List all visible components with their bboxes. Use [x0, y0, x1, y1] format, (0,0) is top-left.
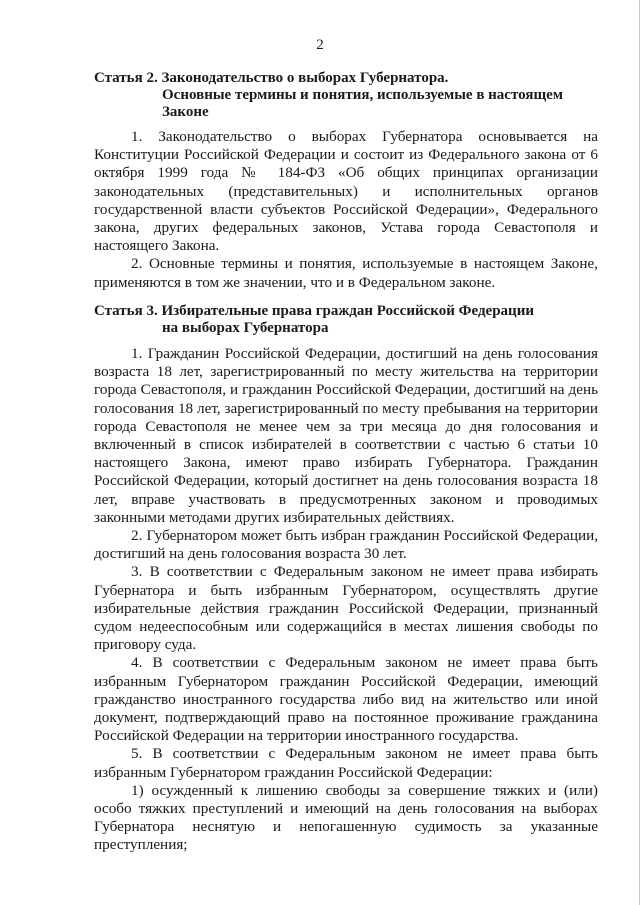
article-3-paragraph-5: 5. В соответствии с Федеральным законом не имеет права быть избранным Губернатором гражданин Российской Федерации:	[94, 745, 598, 781]
article-3-paragraph-5-item-1: 1) осужденный к лишению свободы за совершение тяжких и (или) особо тяжких преступлений и имеющий на день голосования на выборах Губернатора неснятую и непогашенную судимость за указанные преступления;	[94, 781, 598, 854]
article-3-paragraph-3: 3. В соответствии с Федеральным законом не имеет права избирать Губернатора и быть избранным Губернатором, осуществлять другие избирательные действия гражданин Российской Федерации, признанный судом недееспособным или содержащийся в местах лишения свободы по приговору суда.	[94, 563, 598, 654]
article-3-paragraph-4: 4. В соответствии с Федеральным законом не имеет права быть избранным Губернатором гражданин Российской Федерации, имеющий гражданство иностранного государства либо вид на жительство или иной документ, подтверждающий право на постоянное проживание гражданина Российской Федерации на территории иностранного государства.	[94, 654, 598, 745]
article-2-heading-line-1: Статья 2. Законодательство о выборах Губернатора.	[94, 70, 449, 86]
article-2-heading	[94, 70, 598, 121]
article-2-body	[94, 128, 598, 292]
article-3-heading-line-2: на выборах Губернатора	[162, 320, 329, 336]
article-3-heading	[94, 303, 598, 337]
article-2-paragraph-2: 2. Основные термины и понятия, используемые в настоящем Законе, применяются в том же значении, что и в Федеральном законе.	[94, 255, 598, 291]
page-number: 2	[316, 37, 324, 53]
article-2-paragraph-1: 1. Законодательство о выборах Губернатора основывается на Конституции Российской Федерации и состоит из Федерального закона от 6 октября 1999 года № 184-ФЗ «Об общих принципах организации законодательных (представительных) и исполнительных органов государственной власти субъектов Российской Федерации», Федерального закона, других федеральных законов, Устава города Севастополя и настоящего Закона.	[94, 128, 598, 255]
article-3-body	[94, 345, 598, 855]
article-3-paragraph-1: 1. Гражданин Российской Федерации, достигший на день голосования возраста 18 лет, зарегистрированный по месту жительства на территории города Севастополя, и гражданин Российской Федерации, достигший на день голосования 18 лет, зарегистрированный по месту пребывания на территории города Севастополя не менее чем за три месяца до дня голосования и включенный в список избирателей в соответствии с частью 6 статьи 10 настоящего Закона, имеют право избирать Губернатора. Гражданин Российской Федерации, который достигнет на день голосования возраста 18 лет, вправе участвовать в предусмотренных законом и проводимых законными методами других избирательных действиях.	[94, 345, 598, 526]
article-2-heading-line-2: Основные термины и понятия, используемые в настоящем	[162, 87, 564, 103]
article-3-heading-line-1: Статья 3. Избирательные права граждан Российской Федерации	[94, 303, 534, 319]
article-2-heading-line-3: Законе	[162, 104, 209, 120]
article-3-paragraph-2: 2. Губернатором может быть избран гражданин Российской Федерации, достигший на день голосования возраста 30 лет.	[94, 527, 598, 563]
